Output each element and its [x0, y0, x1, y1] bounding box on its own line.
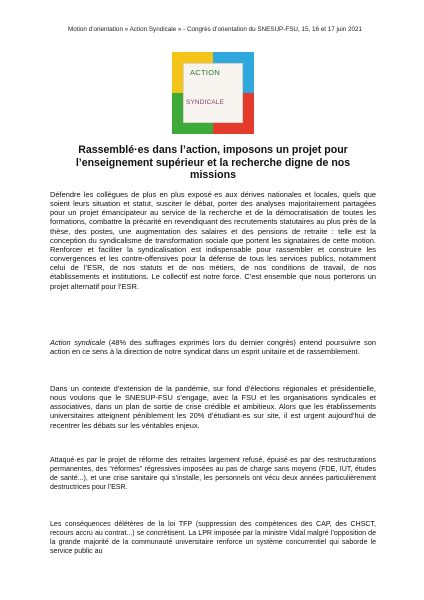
running-header: Motion d’orientation « Action Syndicale » - Congrès d’orientation du SNESUP-FSU, 15, 16 et 17 juin 2021: [67, 26, 363, 33]
logo-word-syndicale: SYNDICALE: [186, 99, 225, 106]
paragraph-3: Dans un contexte d’extension de la pandémie, sur fond d’élections régionales et présidentielle, nous voulons que le SNESUP-FSU s’engage, avec la FSU et les organisations syndicales et associatives, dans un plan de sortie de crise crédible et ambitieux. Alors que les établissements universitaires atteignent péniblement les 20% d’étudiant·es sur site, il est urgent aujourd’hui de recentrer les débats sur les véritables enjeux.: [50, 384, 376, 430]
paragraph-2-emphasis: Action syndicale: [50, 338, 106, 347]
paragraph-5: Les conséquences délétères de la loi TFP (suppression des compétences des CAP, des CHSCT, recours accru au contrat...) se concrétisent. La LPR imposée par la ministre Vidal malgré l’opposition de la grande majorité de la communauté universitaire renforce un système concurrentiel qui saborde le service public au: [50, 521, 376, 555]
logo-word-action: ACTION: [190, 68, 221, 77]
document-title: Rassemblé·es dans l’action, imposons un projet pour l’enseignement supérieur et la recherche digne de nos missions: [75, 144, 351, 181]
paragraph-1: Défendre les collègues de plus en plus exposé·es aux dérives nationales et locales, quels que soient leurs situation et statut, susciter le débat, porter des analyses majoritairement partagées pour un projet émancipateur au service de la recherche et de la démocratisation de toutes les formations, combattre la précarité en revendiquant des recrutements statutaires au plus près de la thèse, des postes, une augmentation des salaires et des pensions de retraite : telle est la conception du syndicalisme de transformation sociale que portent les signataires de cette motion. Renforcer et faciliter la syndicalisation est indispensable pour rassembler et construire les convergences et les contre-offensives pour la défense de tous les services publics, notamment celui de l’ESR, de nos statuts et de nos métiers, de nos conditions de travail, de nos établissements et institutions. Le collectif est notre force. C’est ensemble que nous porterons un projet alternatif pour l’ESR.: [50, 190, 376, 291]
paragraph-2: [50, 338, 376, 356]
paragraph-2-text: (48% des suffrages exprimés lors du dernier congrès) entend poursuivre son action en ce sens à la direction de notre syndicat dans un esprit unitaire et de rassemblement.: [50, 338, 377, 357]
paragraph-4: Attaqué·es par le projet de réforme des retraites largement refusé, épuisé·es par des restructurations permanentes, des “réformes” régressives imposées au pas de charge sans moyens (FDE, IUT, études de santé...), et une crise sanitaire qui s’installe, les personnels ont vécu deux années particulièrement destructrices pour l’ESR.: [50, 457, 376, 491]
action-syndicale-logo: [172, 52, 254, 134]
